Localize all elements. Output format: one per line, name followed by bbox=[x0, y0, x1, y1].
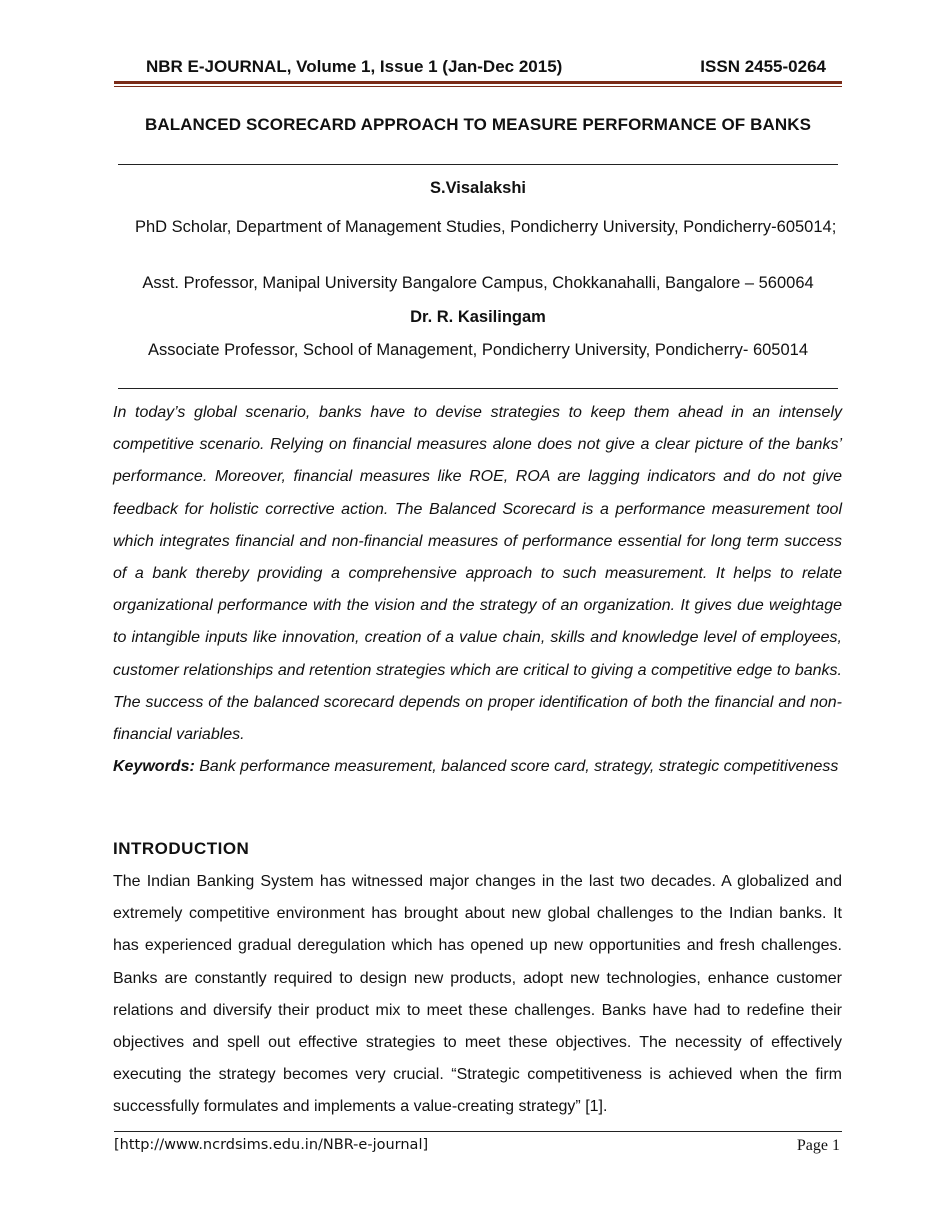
author-name-1: S.Visalakshi bbox=[429, 179, 526, 197]
page-footer bbox=[114, 1137, 842, 1157]
introduction-heading: INTRODUCTION bbox=[113, 839, 250, 858]
abstract-text: In today’s global scenario, banks have to devise strategies to keep them ahead in an intensely competitive scenario. Relying on financial measures alone does not give a clear picture of the banks’ performance. Moreover, financial measures like ROE, ROA are lagging indicators and do not give feedback for holistic corrective action. The Balanced Scorecard is a performance measurement tool which integrates financial and non-financial measures of performance essential for long term success of a bank thereby providing a comprehensive approach to such measurement. It helps to relate organizational performance with the vision and the strategy of an organization. It gives due weightage to intangible inputs like innovation, creation of a value chain, skills and knowledge level of employees, customer relationships and retention strategies which are critical to giving a competitive edge to banks. The success of the balanced scorecard depends on proper identification of both the financial and non-financial variables. bbox=[113, 404, 842, 744]
page-number: Page 1 bbox=[796, 1137, 840, 1154]
author-1-affiliation-1: PhD Scholar, Department of Management Studies, Pondicherry University, Pondicherry-605014; bbox=[135, 218, 837, 236]
footer-rule bbox=[114, 1131, 842, 1132]
introduction-body bbox=[113, 866, 842, 1124]
authors-rule bbox=[118, 388, 838, 389]
introduction-paragraph: The Indian Banking System has witnessed major changes in the last two decades. A globalized and extremely competitive environment has brought about new global challenges to the Indian banks. It has experienced gradual deregulation which has opened up new opportunities and fresh challenges. Banks are constantly required to design new products, adopt new technologies, enhance customer relations and diversify their product mix to meet these challenges. Banks have had to redefine their objectives and spell out effective strategies to meet these objectives. The necessity of effectively executing the strategy becomes very crucial. “Strategic competitiveness is achieved when the firm successfully formulates and implements a value-creating strategy” [1]. bbox=[113, 873, 842, 1116]
issn: ISSN 2455-0264 bbox=[700, 57, 826, 76]
author-1-affiliation-2: Asst. Professor, Manipal University Bangalore Campus, Chokkanahalli, Bangalore – 560064 bbox=[142, 274, 814, 292]
header-rule-thin bbox=[114, 86, 842, 87]
footer-url[interactable]: [http://www.ncrdsims.edu.in/NBR-e-journal] bbox=[114, 1137, 429, 1153]
journal-name: NBR E-JOURNAL, Volume 1, Issue 1 (Jan-Dec 2015) bbox=[146, 57, 563, 76]
keywords bbox=[113, 751, 842, 783]
running-header bbox=[146, 57, 826, 81]
paper-title: BALANCED SCORECARD APPROACH TO MEASURE PERFORMANCE OF BANKS bbox=[144, 115, 812, 134]
keywords-label: Keywords: bbox=[113, 758, 195, 776]
keywords-text: Bank performance measurement, balanced score card, strategy, strategic competitiveness bbox=[199, 758, 839, 776]
header-rule-thick bbox=[114, 81, 842, 84]
author-name-2: Dr. R. Kasilingam bbox=[410, 308, 546, 326]
abstract bbox=[113, 397, 842, 783]
title-rule bbox=[118, 164, 838, 165]
author-2-affiliation-1: Associate Professor, School of Management, Pondicherry University, Pondicherry- 605014 bbox=[147, 341, 809, 359]
